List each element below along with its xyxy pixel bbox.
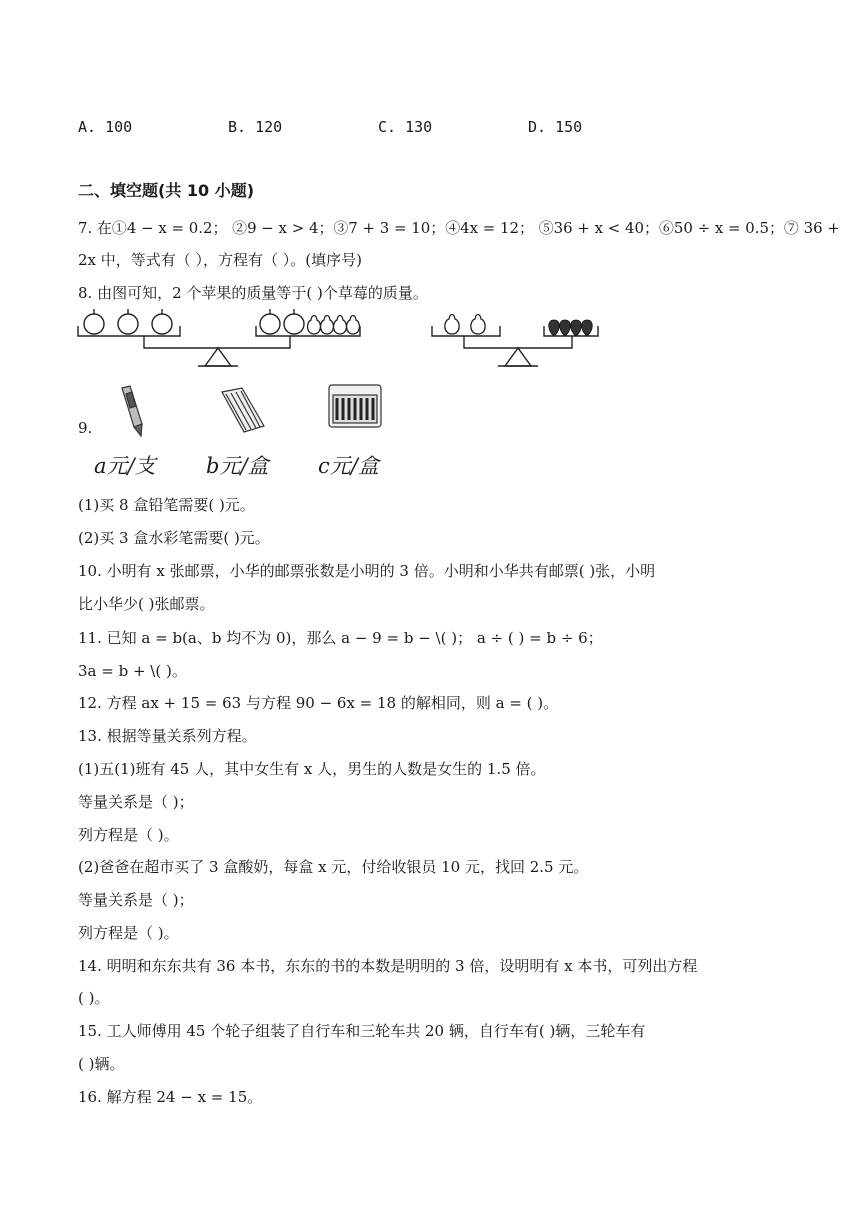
question-11-line-2: 3a = b + \( )。 — [78, 662, 187, 680]
option-d: D. 150 — [528, 118, 583, 136]
question-13-part-1: (1)五(1)班有 45 人，其中女生有 x 人，男生的人数是女生的 1.5 倍。 — [78, 760, 546, 778]
question-9-part-2: (2)买 3 盒水彩笔需要( )元。 — [78, 529, 270, 547]
pencil-box-price-label: b元/盒 — [206, 454, 269, 478]
question-8: 8. 由图可知，2 个苹果的质量等于( )个草莓的质量。 — [78, 284, 428, 302]
section-title: 二、填空题(共 10 小题) — [78, 181, 255, 200]
watercolor-box-price-label: c元/盒 — [318, 454, 379, 478]
question-13-2-relation: 等量关系是（ )； — [78, 891, 194, 909]
watercolor-box-icon — [326, 382, 384, 432]
question-12: 12. 方程 ax + 15 = 63 与方程 90 − 6x = 18 的解相同，则 a = ( )。 — [78, 694, 559, 712]
question-13-1-equation: 列方程是（ )。 — [78, 826, 179, 844]
option-b: B. 120 — [228, 118, 283, 136]
pen-price-label: a元/支 — [94, 454, 156, 478]
pear-icon — [445, 315, 485, 335]
question-14-line-1: 14. 明明和东东共有 36 本书，东东的书的本数是明明的 3 倍，设明明有 x 本书，可列出方程 — [78, 957, 698, 975]
question-9-number: 9. — [78, 419, 93, 437]
question-11-line-1: 11. 已知 a = b(a、b 均不为 0)，那么 a − 9 = b − \( )； a ÷ ( ) = b ÷ 6； — [78, 629, 603, 647]
question-13-1-relation: 等量关系是（ )； — [78, 793, 194, 811]
question-14-line-2: ( )。 — [78, 989, 110, 1007]
apple-icon — [84, 309, 304, 334]
question-15-line-1: 15. 工人师傅用 45 个轮子组装了自行车和三轮车共 20 辆，自行车有( )辆，三轮车有 — [78, 1022, 646, 1040]
question-7-line-2: 2x 中，等式有（ ），方程有（ ）。(填序号) — [78, 251, 363, 269]
question-13-2-equation: 列方程是（ )。 — [78, 924, 179, 942]
question-10-line-1: 10. 小明有 x 张邮票，小华的邮票张数是小明的 3 倍。小明和小华共有邮票( )张，小明 — [78, 562, 656, 580]
question-9-part-1: (1)买 8 盒铅笔需要( )元。 — [78, 496, 255, 514]
pencil-box-icon — [218, 386, 268, 436]
question-15-line-2: ( )辆。 — [78, 1055, 125, 1073]
pear-icon — [308, 316, 360, 335]
question-13-part-2: (2)爸爸在超市买了 3 盒酸奶，每盒 x 元，付给收银员 10 元，找回 2.5 元。 — [78, 858, 589, 876]
question-7-line-1: 7. 在①4 − x = 0.2； ②9 − x > 4；③7 + 3 = 10；④4x = 12； ⑤36 + x < 40；⑥50 ÷ x = 0.5；⑦ 36 + — [78, 219, 840, 237]
option-c: C. 130 — [378, 118, 433, 136]
question-10-line-2: 比小华少( )张邮票。 — [78, 595, 215, 613]
strawberry-icon — [549, 320, 593, 336]
option-a: A. 100 — [78, 118, 133, 136]
balance-scale-apples — [78, 308, 368, 370]
question-16: 16. 解方程 24 − x = 15。 — [78, 1088, 263, 1106]
question-13: 13. 根据等量关系列方程。 — [78, 727, 257, 745]
balance-scale-pears — [432, 308, 602, 370]
pen-icon — [112, 384, 152, 444]
